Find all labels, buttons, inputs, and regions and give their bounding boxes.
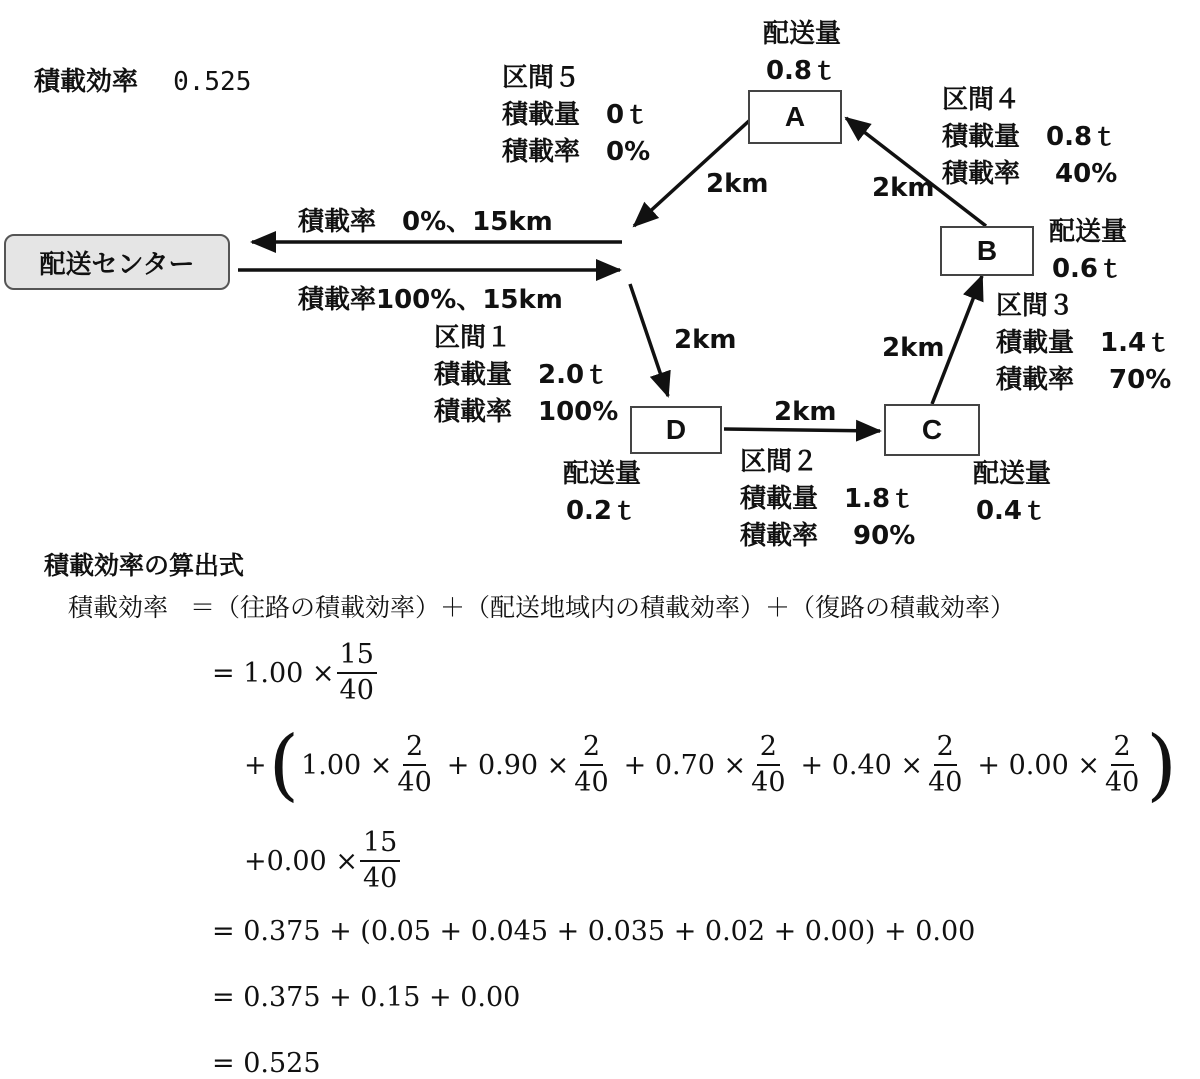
section-2-title: 区間２ [740, 447, 819, 477]
node-A-label: A [784, 101, 806, 132]
formula-line-6: = 0.525 [212, 1048, 321, 1079]
term-5-den: 40 [1104, 767, 1140, 798]
term-1-den: 40 [397, 767, 432, 798]
fraction-15-40-a [337, 640, 377, 706]
fraction-numerator: 15 [337, 640, 377, 674]
formula-line-1-pre: = 1.00 × [212, 657, 335, 689]
section-4-load: 積載量 0.8ｔ [942, 122, 1119, 152]
node-D-label: D [665, 414, 687, 445]
distance-C-B: 2km [882, 333, 945, 363]
term-3-den: 40 [751, 767, 786, 798]
node-D [630, 406, 722, 454]
fraction-denominator: 40 [362, 863, 398, 894]
section-5-load: 積載量 0ｔ [502, 100, 651, 130]
section-3-title: 区間３ [996, 291, 1075, 321]
section-3-load: 積載量 1.4ｔ [996, 328, 1173, 358]
fraction-numerator: 15 [360, 828, 400, 862]
return-trip-label: 積載率 0%、15km [298, 207, 553, 237]
summary-label: 積載効率 [34, 67, 139, 97]
delivery-A-value: 0.8ｔ [765, 56, 839, 86]
formula-line-2 [244, 720, 1179, 810]
delivery-D [556, 456, 648, 530]
distance-D-C: 2km [774, 397, 837, 427]
arrow-to-D [630, 284, 668, 396]
term-5-fraction [1102, 732, 1142, 798]
term-5-coef: + 0.00 × [977, 749, 1100, 781]
term-4-coef: + 0.40 × [800, 749, 924, 781]
section-4 [942, 82, 1118, 193]
term-2-fraction [571, 732, 611, 798]
delivery-B-value: 0.6ｔ [1051, 254, 1125, 284]
node-A [748, 90, 842, 144]
term-3-fraction [748, 732, 788, 798]
formula-line-1 [212, 640, 379, 706]
delivery-B-title: 配送量 [1048, 217, 1127, 247]
delivery-D-value: 0.2ｔ [565, 496, 639, 526]
section-4-rate: 積載率 40% [942, 159, 1118, 189]
node-B-label: B [976, 235, 998, 266]
summary [34, 64, 251, 101]
section-2 [740, 444, 916, 555]
distance-A-hub: 2km [706, 169, 769, 199]
section-2-load: 積載量 1.8ｔ [740, 484, 917, 514]
delivery-B [1042, 214, 1134, 288]
term-2-den: 40 [574, 767, 609, 798]
delivery-C-value: 0.4ｔ [975, 496, 1049, 526]
formula-definition-line [68, 588, 1015, 624]
delivery-C-title: 配送量 [972, 459, 1051, 489]
formula-lhs: 積載効率 [68, 593, 169, 622]
term-4-num: 2 [934, 732, 957, 766]
term-2-coef: + 0.90 × [446, 749, 570, 781]
section-5-rate: 積載率 0% [502, 137, 651, 167]
distribution-center [4, 234, 230, 290]
distance-B-A: 2km [872, 173, 935, 203]
formula-heading: 積載効率の算出式 [44, 551, 245, 580]
formula-line-2-plus: + [244, 749, 267, 781]
section-1-title: 区間１ [434, 323, 513, 353]
term-1-num: 2 [403, 732, 426, 766]
section-1-rate: 積載率 100% [434, 397, 619, 427]
open-paren: ( [268, 720, 300, 810]
distribution-center-label: 配送センター [39, 249, 195, 280]
formula-line-3 [244, 828, 402, 894]
term-1-fraction [394, 732, 434, 798]
fraction-15-40-b [360, 828, 400, 894]
section-1-load: 積載量 2.0ｔ [434, 360, 611, 390]
outbound-trip-label: 積載率100%、15km [298, 285, 563, 315]
formula-line-3-pre: +0.00 × [244, 845, 358, 877]
section-3 [996, 288, 1172, 399]
delivery-A [756, 16, 848, 90]
term-4-den: 40 [928, 767, 963, 798]
section-1 [434, 320, 618, 431]
term-5-num: 2 [1111, 732, 1134, 766]
section-5 [502, 60, 650, 171]
section-4-title: 区間４ [942, 85, 1021, 115]
delivery-D-title: 配送量 [562, 459, 641, 489]
section-2-rate: 積載率 90% [740, 521, 916, 551]
formula-definition: ＝（往路の積載効率）＋（配送地域内の積載効率）＋（復路の積載効率） [189, 593, 1015, 622]
node-C-label: C [921, 414, 943, 445]
formula-line-4: = 0.375 + (0.05 + 0.045 + 0.035 + 0.02 + 0.00) + 0.00 [212, 916, 976, 947]
close-paren: ) [1146, 720, 1177, 810]
summary-value: 0.525 [173, 67, 252, 97]
section-5-title: 区間５ [502, 63, 581, 93]
term-4-fraction [925, 732, 965, 798]
fraction-denominator: 40 [339, 675, 374, 706]
delivery-A-title: 配送量 [762, 19, 841, 49]
node-B [940, 226, 1034, 276]
distance-hub-D: 2km [674, 325, 737, 355]
term-3-num: 2 [757, 732, 780, 766]
delivery-C [966, 456, 1058, 530]
section-3-rate: 積載率 70% [996, 365, 1172, 395]
term-2-num: 2 [580, 732, 603, 766]
term-1-coef: 1.00 × [301, 749, 393, 781]
formula-line-5: = 0.375 + 0.15 + 0.00 [212, 982, 521, 1013]
term-3-coef: + 0.70 × [623, 749, 747, 781]
